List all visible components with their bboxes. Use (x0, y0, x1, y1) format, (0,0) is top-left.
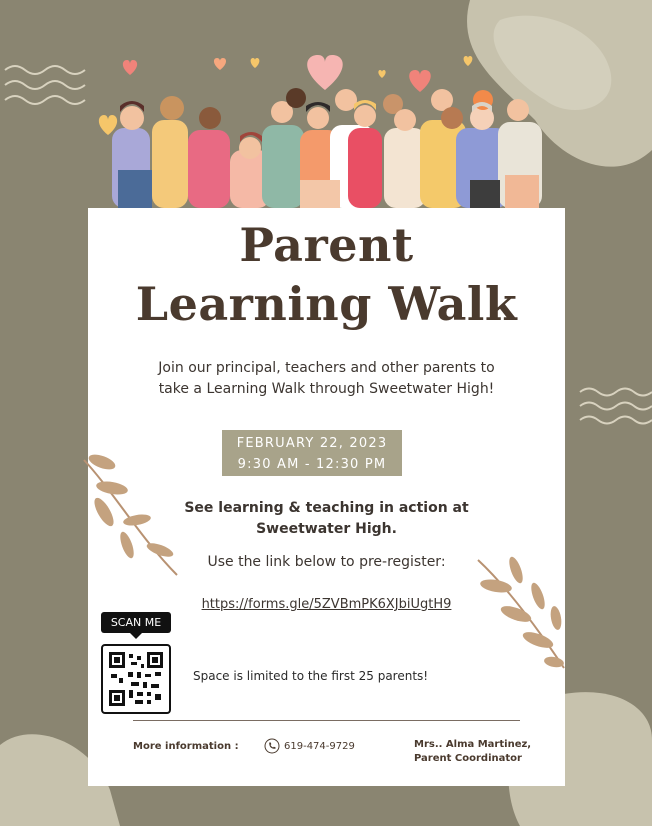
leaf-branch-icon (476, 556, 568, 676)
contact-name: Mrs.. Alma Martinez, (414, 739, 532, 750)
more-info-label: More information : (133, 741, 239, 752)
date-badge (222, 430, 402, 476)
scan-me-label: SCAN ME (101, 612, 171, 633)
title-line-1: Parent (239, 218, 414, 272)
phone-number: 619-474-9729 (284, 741, 355, 752)
register-prompt: Use the link below to pre-register: (207, 554, 446, 570)
capacity-note: Space is limited to the first 25 parents! (193, 669, 429, 683)
qr-code[interactable] (101, 644, 171, 714)
scan-me-pointer (130, 633, 142, 639)
event-time: 9:30 AM - 12:30 PM (237, 457, 387, 472)
highlight-text: See learning & teaching in action at Sweetwater High. (184, 500, 469, 537)
crowd-bodies (112, 120, 542, 208)
phone-icon (264, 738, 280, 754)
register-link[interactable]: https://forms.gle/5ZVBmPK6XJbiUgtH9 (201, 597, 452, 612)
footer-divider (133, 720, 520, 721)
leaf-branch-icon (82, 450, 182, 590)
contact-block (414, 738, 544, 766)
qr-code-pattern (109, 652, 163, 706)
intro-text: Join our principal, teachers and other parents to take a Learning Walk through Sweetwater High! (158, 360, 495, 397)
title-line-2: Learning Walk (135, 277, 518, 331)
event-date: FEBRUARY 22, 2023 (236, 436, 388, 451)
contact-role: Parent Coordinator (414, 753, 522, 764)
